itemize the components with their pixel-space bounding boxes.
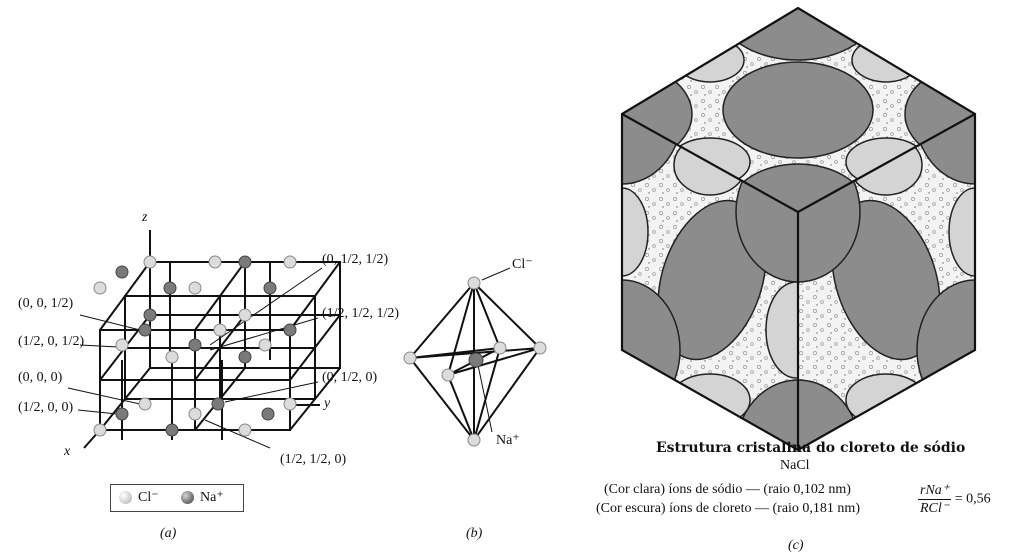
panel-c-subtitle: NaCl — [780, 458, 810, 473]
radius-ratio — [918, 482, 991, 517]
ratio-denominator: RCl⁻ — [920, 501, 950, 516]
coord-label-0-0-half: (0, 0, 1/2) — [18, 296, 74, 311]
ratio-numerator: rNa⁺ — [920, 483, 950, 498]
axis-y-label: y — [324, 396, 331, 411]
ratio-value: = 0,56 — [954, 491, 991, 507]
panel-c-title: Estrutura cristalina do cloreto de sódio — [656, 440, 966, 456]
coord-label-half-0-half: (1/2, 0, 1/2) — [18, 334, 85, 349]
coord-label-half-half-half: (1/2, 1/2, 1/2) — [322, 306, 399, 321]
panel-c-line2: (Cor escura) íons de cloreto — (raio 0,181 nm) — [596, 501, 860, 516]
caption-a: (a) — [160, 526, 177, 541]
cl-legend-label: Cl⁻ — [138, 490, 159, 505]
caption-c: (c) — [788, 538, 804, 553]
caption-b: (b) — [466, 526, 483, 541]
panel-b-cl-label: Cl⁻ — [512, 257, 533, 272]
coord-label-half-half-0: (1/2, 1/2, 0) — [280, 452, 347, 467]
axis-z-label: z — [142, 210, 148, 225]
coord-label-half-0-0: (1/2, 0, 0) — [18, 400, 74, 415]
coord-label-0-half-0: (0, 1/2, 0) — [322, 370, 378, 385]
ratio-fraction — [918, 482, 951, 517]
panel-b-na-label: Na⁺ — [496, 433, 520, 448]
axis-x-label: x — [64, 444, 71, 459]
panel-c-line1: (Cor clara) íons de sódio — (raio 0,102 nm) — [604, 482, 851, 497]
na-legend-label: Na⁺ — [200, 490, 224, 505]
coord-label-0-half-half: (0, 1/2, 1/2) — [322, 252, 389, 267]
coord-label-0-0-0: (0, 0, 0) — [18, 370, 63, 385]
